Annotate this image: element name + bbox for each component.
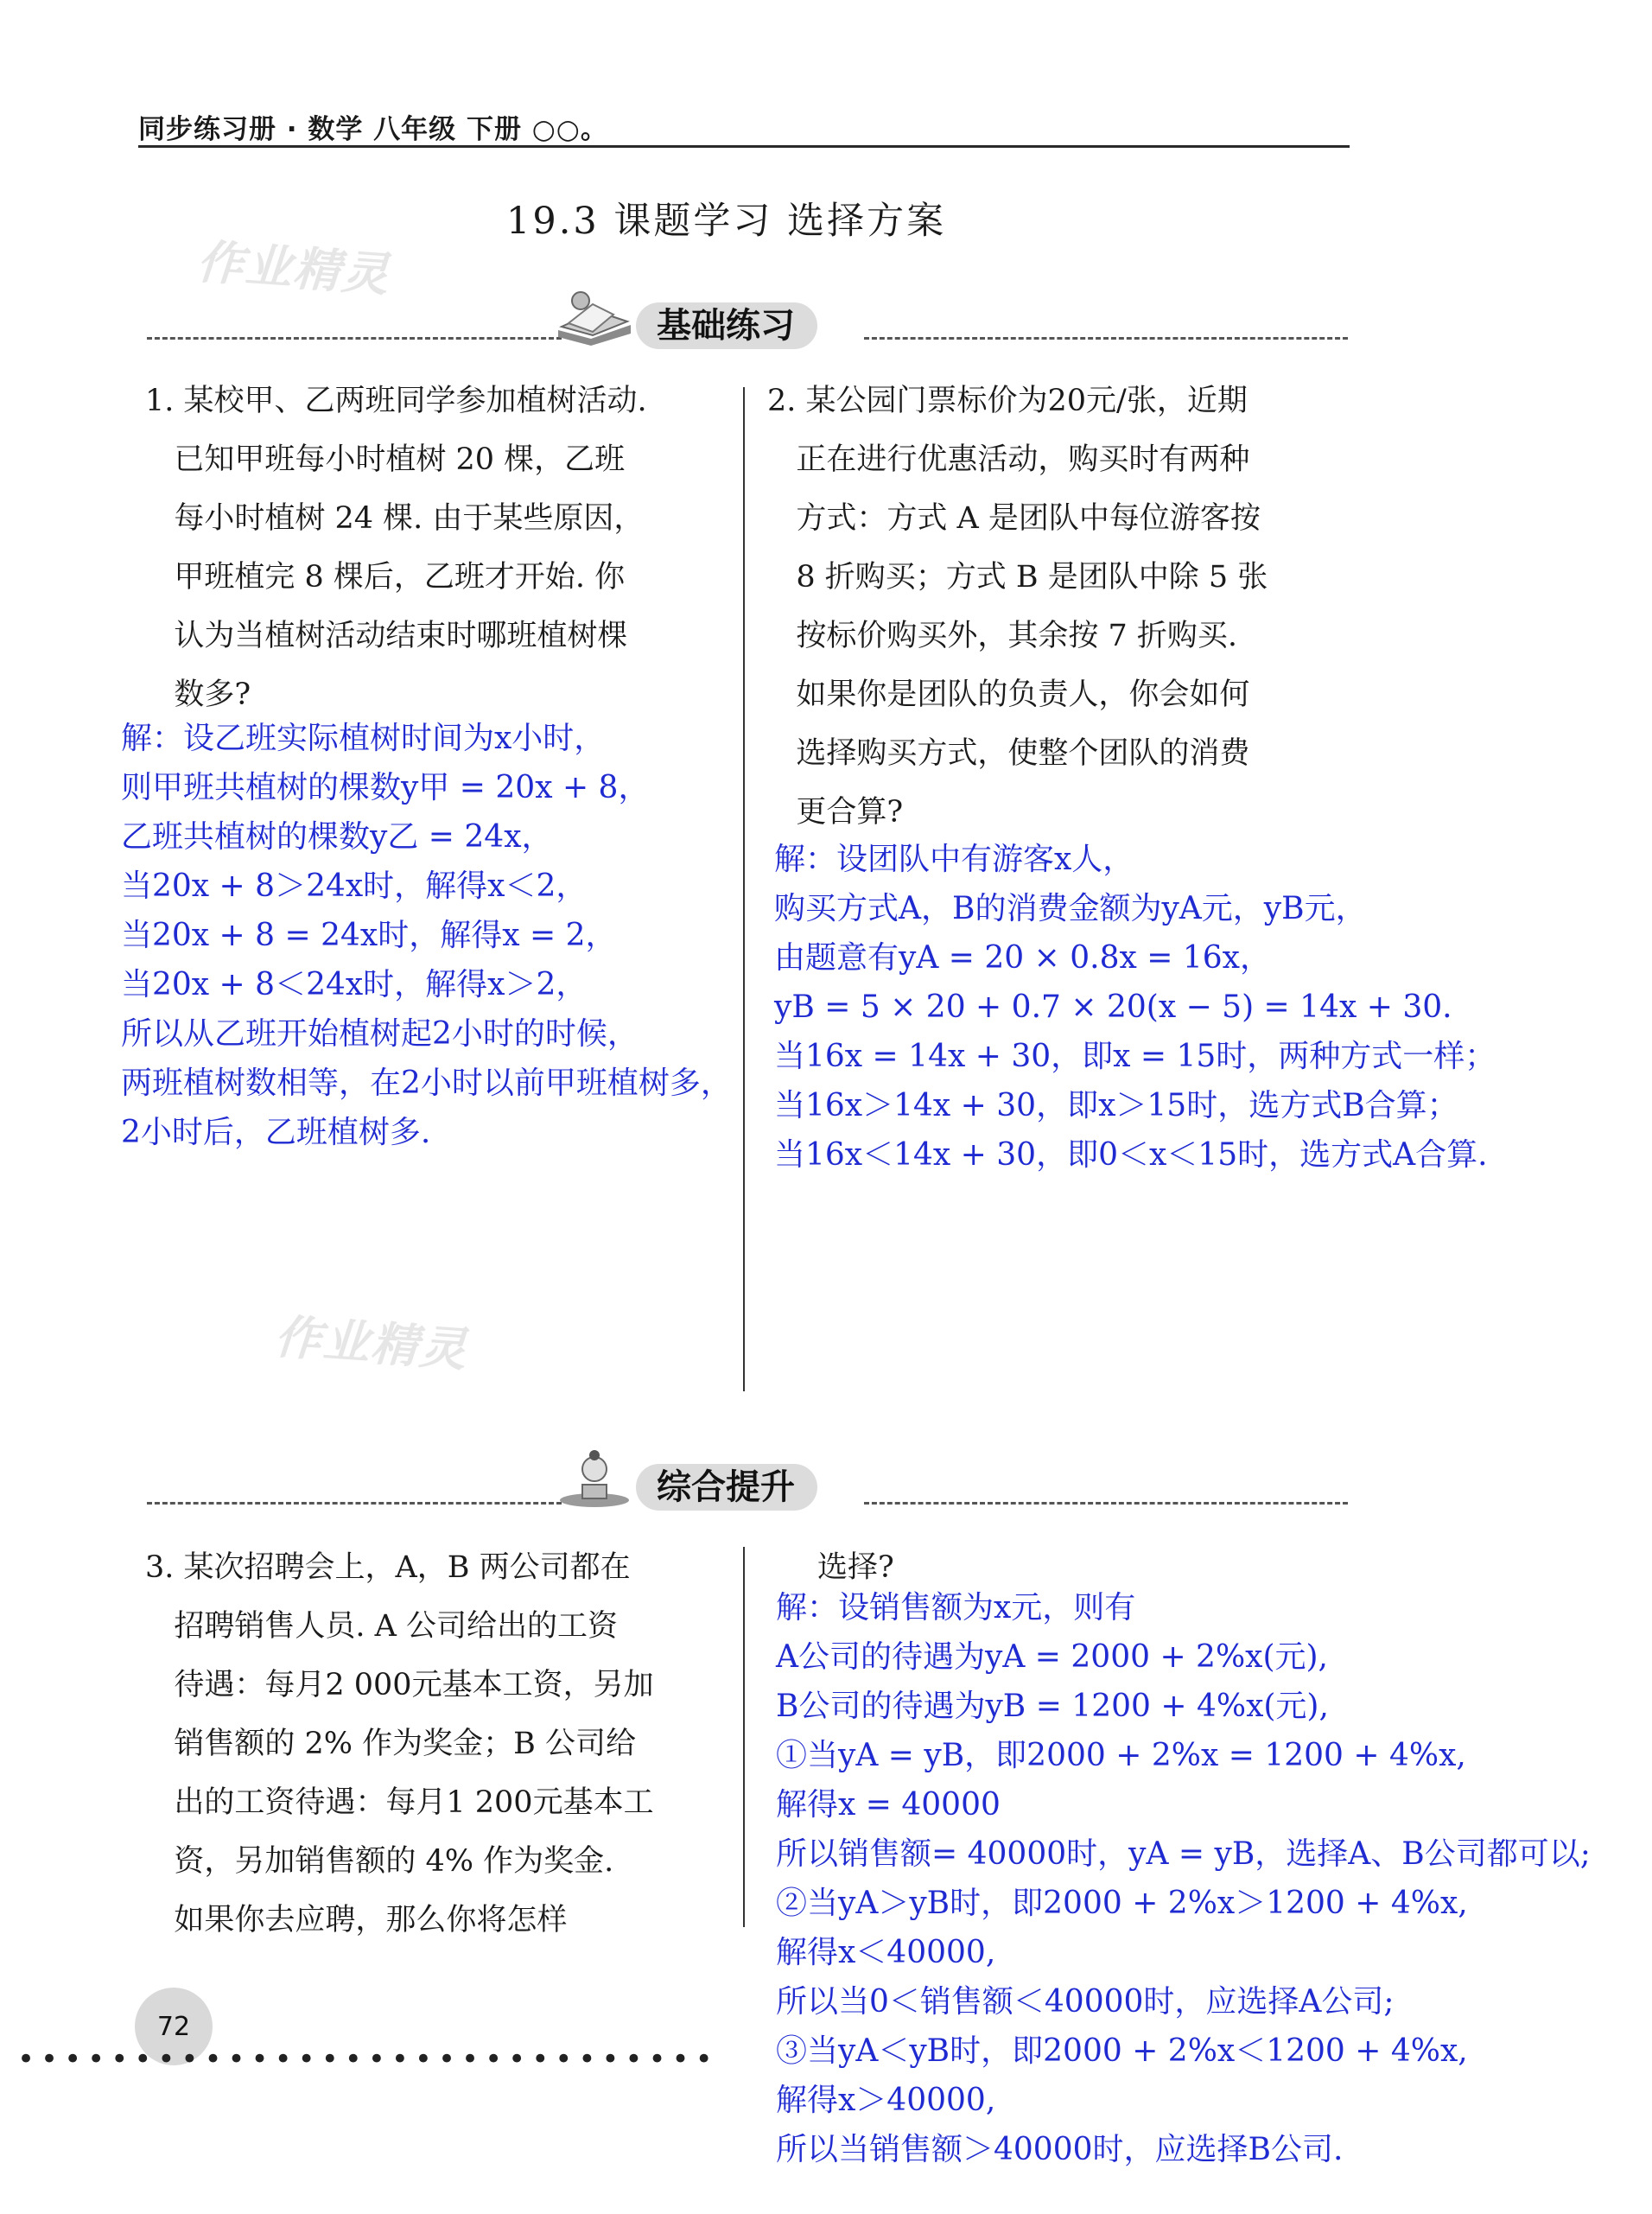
answer-line: 当20x + 8＜24x时，解得x＞2， xyxy=(121,967,588,1002)
answer-line: 所以销售额= 40000时，yA = yB，选择A、B公司都可以; xyxy=(776,1836,1591,1872)
answer-3 xyxy=(776,1583,1649,2174)
question-line: 资，另加销售额的 4% 作为奖金. xyxy=(145,1844,614,1879)
question-line: 每小时植树 24 棵. 由于某些原因， xyxy=(145,501,645,536)
column-divider xyxy=(743,387,745,1391)
watermark: 作业精灵 xyxy=(194,234,392,302)
question-line: 甲班植完 8 棵后，乙班才开始. 你 xyxy=(145,560,626,595)
question-line: 数多? xyxy=(145,678,251,712)
answer-line: 解：设团队中有游客x人， xyxy=(774,842,1134,877)
question-3-continuation: 选择? xyxy=(817,1550,894,1585)
answer-line: yB = 5 × 20 + 0.7 × 20(x − 5) = 14x + 30. xyxy=(774,989,1452,1025)
question-1 xyxy=(145,372,733,724)
header-rule xyxy=(138,145,1350,148)
question-line: 2. 某公园门票标价为20元/张，近期 xyxy=(767,384,1248,418)
question-3 xyxy=(145,1538,733,1950)
answer-line: 由题意有yA = 20 × 0.8x = 16x， xyxy=(774,940,1271,976)
section-banner-basic: 基础练习 xyxy=(636,302,817,349)
question-line: 待遇：每月2 000元基本工资，另加 xyxy=(145,1668,654,1702)
divider xyxy=(147,337,562,340)
answer-line: 当16x = 14x + 30，即x = 15时，两种方式一样； xyxy=(774,1039,1496,1074)
answer-line: 解得x = 40000 xyxy=(776,1787,1001,1823)
answer-line: 当16x＞14x + 30，即x＞15时，选方式B合算； xyxy=(774,1088,1458,1123)
section-title: 19.3 课题学习 选择方案 xyxy=(506,200,947,243)
question-line: 按标价购买外，其余按 7 折购买. xyxy=(767,619,1238,653)
answer-line: ③当yA＜yB时，即2000 + 2%x＜1200 + 4%x, xyxy=(776,2033,1468,2069)
answer-line: ①当yA = yB，即2000 + 2%x = 1200 + 4%x, xyxy=(776,1738,1466,1773)
question-line: 如果你去应聘，那么你将怎样 xyxy=(145,1903,568,1937)
question-line: 3. 某次招聘会上，A，B 两公司都在 xyxy=(145,1550,631,1585)
question-line: 1. 某校甲、乙两班同学参加植树活动. xyxy=(145,384,647,418)
answer-2 xyxy=(774,835,1638,1180)
page-number: 72 xyxy=(135,1988,213,2065)
answer-line: A公司的待遇为yA = 2000 + 2%x(元), xyxy=(776,1639,1329,1675)
answer-line: ②当yA＞yB时，即2000 + 2%x＞1200 + 4%x, xyxy=(776,1886,1468,1921)
watermark: 作业精灵 xyxy=(272,1309,470,1377)
column-divider xyxy=(743,1547,745,1927)
question-2 xyxy=(767,372,1355,842)
book-icon xyxy=(553,285,636,347)
answer-line: 则甲班共植树的棵数y甲 = 20x + 8， xyxy=(121,770,650,805)
answer-line: 所以当销售额＞40000时，应选择B公司. xyxy=(776,2132,1344,2167)
answer-line: 2小时后，乙班植树多. xyxy=(121,1115,431,1150)
answer-line: 解得x＞40000, xyxy=(776,2083,996,2118)
page-footer-dots: •••••••••••••••••••••••••••••• xyxy=(17,2042,719,2077)
answer-line: 购买方式A，B的消费金额为yA元，yB元， xyxy=(774,891,1367,926)
question-line: 招聘销售人员. A 公司给出的工资 xyxy=(145,1609,619,1644)
question-line: 正在进行优惠活动，购买时有两种 xyxy=(767,442,1250,477)
question-line: 选择购买方式，使整个团队的消费 xyxy=(767,736,1250,771)
answer-line: 当20x + 8＞24x时，解得x＜2， xyxy=(121,868,588,904)
answer-line: 乙班共植树的棵数y乙 = 24x， xyxy=(121,819,553,855)
divider xyxy=(864,337,1348,340)
question-line: 销售额的 2% 作为奖金；B 公司给 xyxy=(145,1727,636,1761)
answer-line: 当20x + 8 = 24x时，解得x = 2， xyxy=(121,918,617,953)
question-line: 认为当植树活动结束时哪班植树棵 xyxy=(145,619,628,653)
running-header: 同步练习册 · 数学 八年级 下册 ○○。 xyxy=(138,114,608,145)
answer-line: 解：设乙班实际植树时间为x小时， xyxy=(121,721,606,756)
answer-line: 解：设销售额为x元，则有 xyxy=(776,1590,1136,1626)
section-banner-comprehensive: 综合提升 xyxy=(636,1464,817,1511)
answer-line: 解得x＜40000, xyxy=(776,1935,996,1970)
question-line: 出的工资待遇：每月1 200元基本工 xyxy=(145,1785,654,1820)
answer-line: 所以当0＜销售额＜40000时，应选择A公司; xyxy=(776,1984,1395,2020)
divider xyxy=(864,1502,1348,1505)
answer-line: 所以从乙班开始植树起2小时的时候， xyxy=(121,1016,639,1052)
answer-1 xyxy=(121,714,786,1157)
question-line: 8 折购买；方式 B 是团队中除 5 张 xyxy=(767,560,1268,595)
question-line: 如果你是团队的负责人，你会如何 xyxy=(767,678,1250,712)
trophy-icon xyxy=(553,1447,636,1509)
answer-line: B公司的待遇为yB = 1200 + 4%x(元), xyxy=(776,1689,1329,1724)
question-line: 已知甲班每小时植树 20 棵，乙班 xyxy=(145,442,626,477)
answer-line: 当16x＜14x + 30，即0＜x＜15时，选方式A合算. xyxy=(774,1137,1488,1173)
question-line: 方式：方式 A 是团队中每位游客按 xyxy=(767,501,1261,536)
answer-line: 两班植树数相等，在2小时以前甲班植树多， xyxy=(121,1066,732,1101)
divider xyxy=(147,1502,562,1505)
question-line: 更合算? xyxy=(767,795,904,830)
